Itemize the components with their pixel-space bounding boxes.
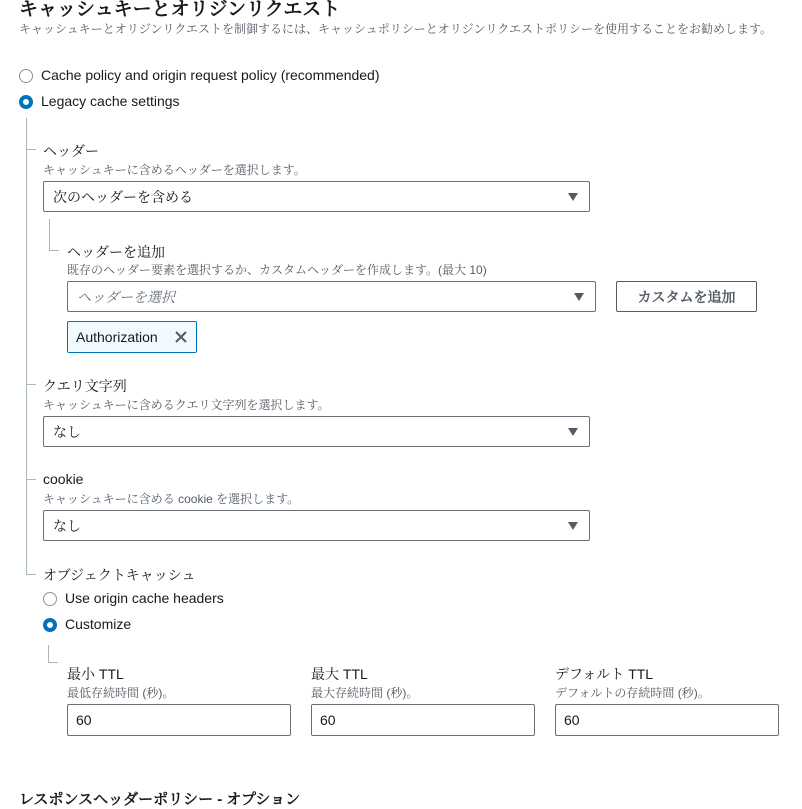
tree-line-ttl <box>48 645 49 662</box>
tree-branch <box>26 479 36 480</box>
object-cache-label: オブジェクトキャッシュ <box>43 567 196 583</box>
tree-line-main <box>26 118 27 575</box>
caret-down-icon <box>568 522 578 530</box>
cookie-label: cookie <box>43 471 84 487</box>
max-ttl-input[interactable]: 60 <box>311 704 535 736</box>
section-description: キャッシュキーとオリジンリクエストを制御するには、キャッシュポリシーとオリジンリクエストポリシーを使用することをお勧めします。 <box>19 22 773 36</box>
close-icon[interactable] <box>174 330 188 344</box>
cookie-select[interactable] <box>43 510 590 541</box>
min-ttl-label: 最小 TTL <box>67 666 124 682</box>
max-ttl-label: 最大 TTL <box>311 666 368 682</box>
default-ttl-label: デフォルト TTL <box>555 666 654 682</box>
query-strings-select-value: なし <box>53 423 81 440</box>
radio-legacy-cache-button[interactable] <box>19 95 33 109</box>
query-strings-description: キャッシュキーに含めるクエリ文字列を選択します。 <box>43 398 330 412</box>
headers-description: キャッシュキーに含めるヘッダーを選択します。 <box>43 163 306 177</box>
radio-cache-policy-button[interactable] <box>19 69 33 83</box>
radio-legacy-cache-label[interactable]: Legacy cache settings <box>41 93 180 109</box>
min-ttl-description: 最低存続時間 (秒)。 <box>67 686 175 700</box>
tree-branch <box>48 662 58 663</box>
query-strings-label: クエリ文字列 <box>43 378 127 394</box>
query-strings-select[interactable] <box>43 416 590 447</box>
caret-down-icon <box>568 193 578 201</box>
max-ttl-description: 最大存続時間 (秒)。 <box>311 686 419 700</box>
radio-origin-cache-headers-button[interactable] <box>43 592 57 606</box>
default-ttl-input[interactable]: 60 <box>555 704 779 736</box>
header-token-label: Authorization <box>76 329 158 345</box>
tree-branch <box>26 149 36 150</box>
add-custom-header-button[interactable]: カスタムを追加 <box>616 281 757 312</box>
header-search-select[interactable] <box>67 281 596 312</box>
radio-customize-label[interactable]: Customize <box>65 616 132 632</box>
cookie-description: キャッシュキーに含める cookie を選択します。 <box>43 492 300 506</box>
tree-branch <box>49 250 59 251</box>
headers-select[interactable] <box>43 181 590 212</box>
caret-down-icon <box>568 428 578 436</box>
radio-cache-policy-label[interactable]: Cache policy and origin request policy (recommended) <box>41 67 380 83</box>
add-header-description: 既存のヘッダー要素を選択するか、カスタムヘッダーを作成します。(最大 10) <box>67 263 487 277</box>
headers-select-value: 次のヘッダーを含める <box>53 188 193 205</box>
default-ttl-description: デフォルトの存続時間 (秒)。 <box>555 686 710 700</box>
header-search-placeholder: ヘッダーを選択 <box>77 288 175 305</box>
cookie-select-value: なし <box>53 517 81 534</box>
section-title: キャッシュキーとオリジンリクエスト <box>19 0 341 20</box>
tree-branch <box>26 574 36 575</box>
min-ttl-input[interactable]: 60 <box>67 704 291 736</box>
header-token <box>67 321 197 353</box>
headers-label: ヘッダー <box>43 143 99 159</box>
caret-down-icon <box>574 293 584 301</box>
tree-branch <box>26 384 36 385</box>
add-header-label: ヘッダーを追加 <box>67 244 165 260</box>
radio-origin-cache-headers-label[interactable]: Use origin cache headers <box>65 590 224 606</box>
tree-line-headers <box>49 219 50 250</box>
next-section-title: レスポンスヘッダーポリシー - オプション <box>19 791 301 808</box>
radio-customize-button[interactable] <box>43 618 57 632</box>
